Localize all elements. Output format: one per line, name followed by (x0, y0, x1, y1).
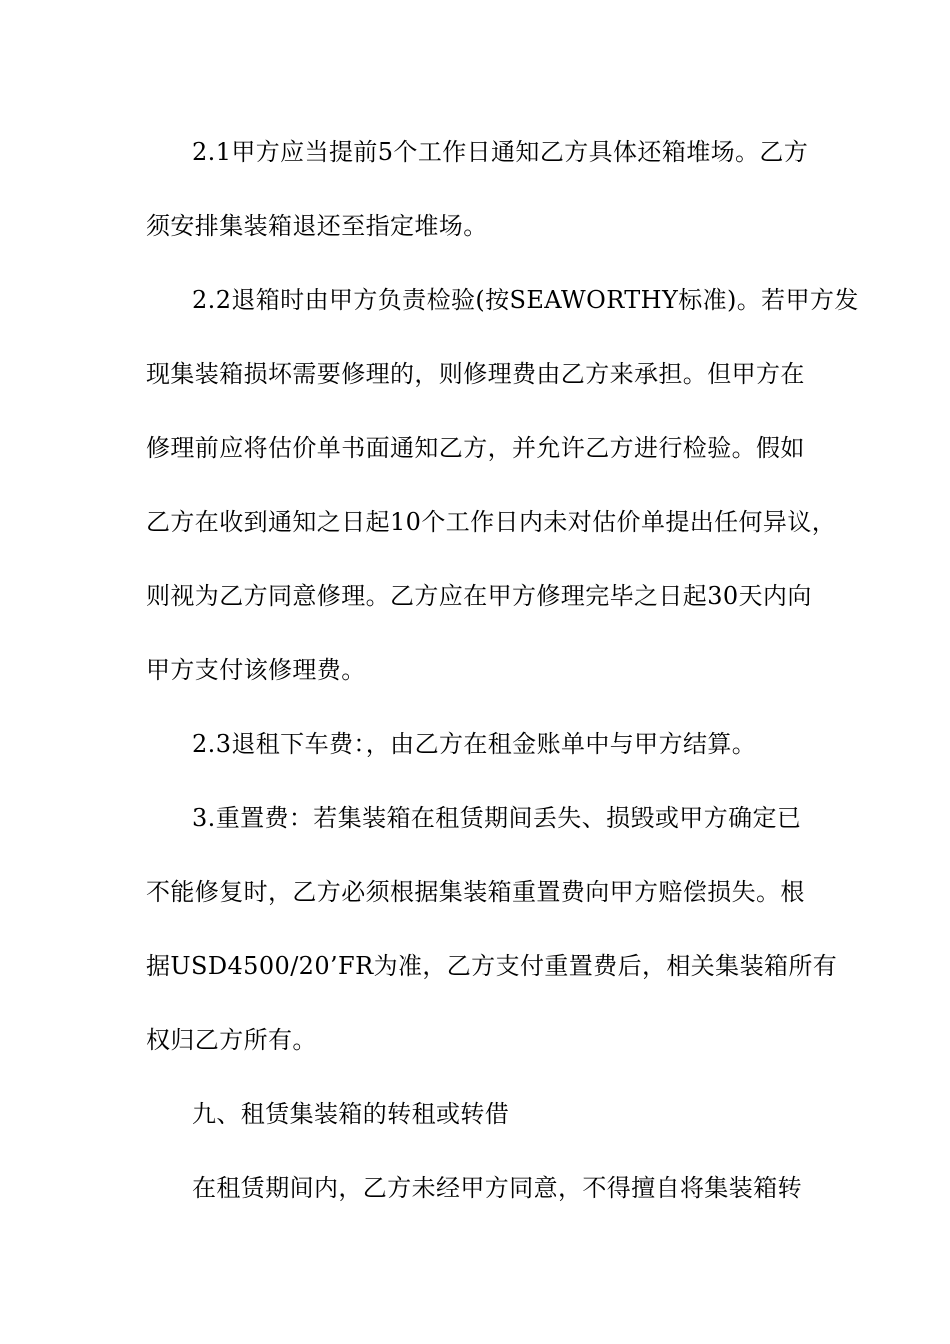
paragraph-3-line-1: 3.重置费：若集装箱在租赁期间丢失、损毁或甲方确定已 (192, 804, 802, 832)
paragraph-2-2-line-5: 则视为乙方同意修理。乙方应在甲方修理完毕之日起30天内向 (146, 582, 812, 610)
paragraph-2-2-line-6: 甲方支付该修理费。 (146, 656, 366, 684)
paragraph-2-2-line-1: 2.2退箱时由甲方负责检验(按SEAWORTHY标准)。若甲方发 (192, 286, 859, 314)
section-9-paragraph-line-1: 在租赁期间内，乙方未经甲方同意，不得擅自将集装箱转 (192, 1174, 802, 1202)
paragraph-3-line-3: 据USD4500/20’FR为准，乙方支付重置费后，相关集装箱所有 (146, 952, 838, 980)
paragraph-2-2-line-3: 修理前应将估价单书面通知乙方，并允许乙方进行检验。假如 (146, 434, 805, 462)
paragraph-2-3-line-1: 2.3退租下车费：，由乙方在租金账单中与甲方结算。 (192, 730, 757, 758)
paragraph-2-2-line-4: 乙方在收到通知之日起10个工作日内未对估价单提出任何异议， (146, 508, 837, 536)
paragraph-3-line-4: 权归乙方所有。 (146, 1026, 317, 1054)
paragraph-2-1-line-2: 须安排集装箱退还至指定堆场。 (146, 212, 488, 240)
paragraph-3-line-2: 不能修复时，乙方必须根据集装箱重置费向甲方赔偿损失。根 (146, 878, 805, 906)
paragraph-2-1-line-1: 2.1甲方应当提前5个工作日通知乙方具体还箱堆场。乙方 (192, 138, 809, 166)
section-9-heading: 九、租赁集装箱的转租或转借 (192, 1100, 510, 1128)
paragraph-2-2-line-2: 现集装箱损坏需要修理的，则修理费由乙方来承担。但甲方在 (146, 360, 805, 388)
